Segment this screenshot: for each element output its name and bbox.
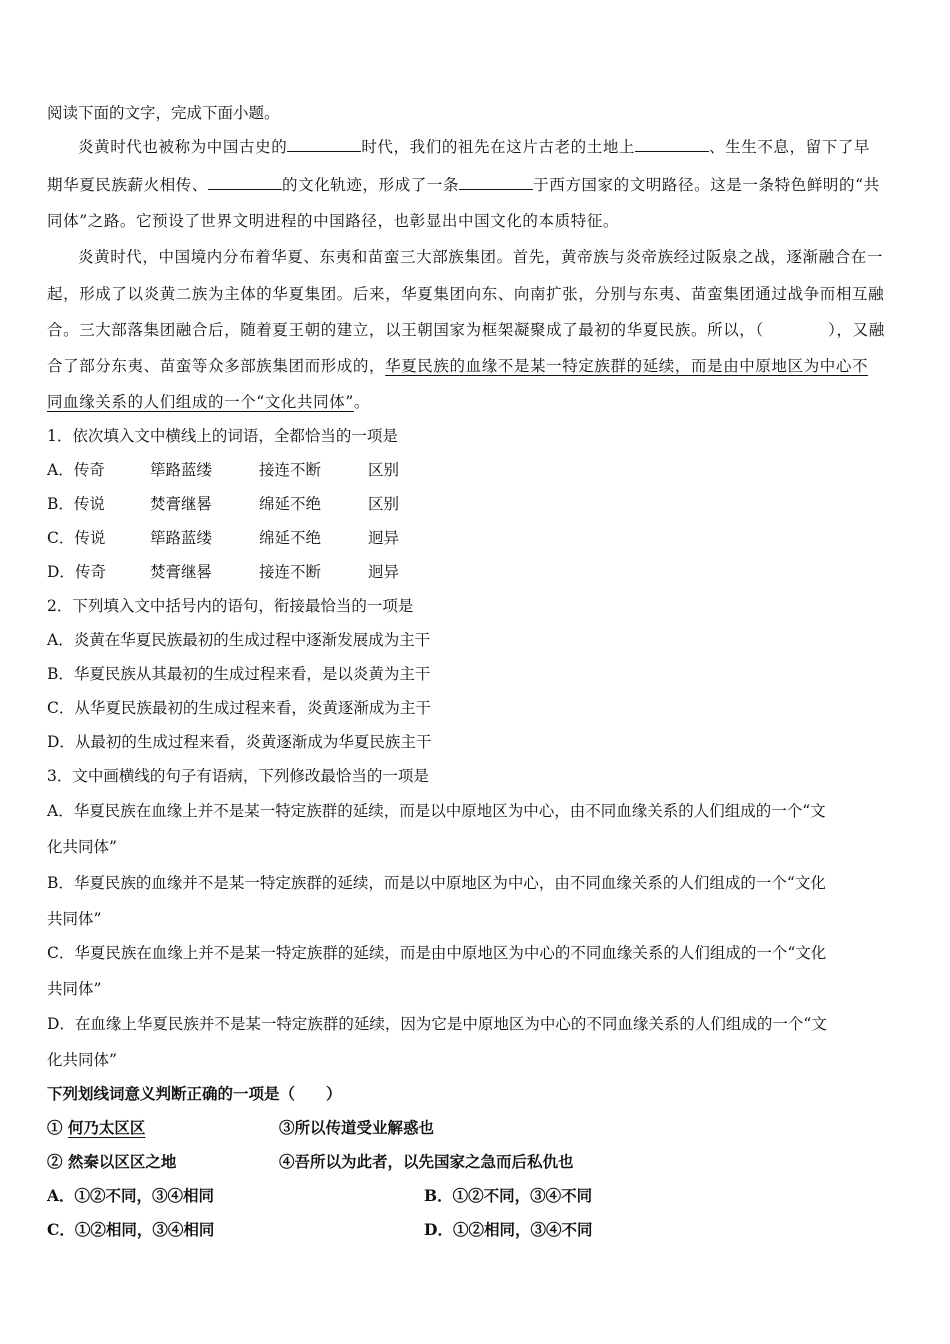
q1-option-b — [47, 493, 400, 515]
q3-option-d: D．在血缘上华夏民族并不是某一特定族群的延续，因为它是中原地区为中心的不同血缘关系的人们组成的一个“文 — [47, 1015, 827, 1033]
passage-line: 起，形成了以炎黄二族为主体的华夏集团。后来，华夏集团向东、向南扩张，分别与东夷、苗蛮集团通过战争而相互融 — [47, 285, 885, 303]
option-word: 传说 — [73, 495, 105, 513]
q3-option-b: B．华夏民族的血缘并不是某一特定族群的延续，而是以中原地区为中心，由不同血缘关系的人们组成的一个“文化 — [47, 874, 826, 892]
choice-text: ①②不同，③④不同 — [452, 1186, 593, 1205]
option-word: 传奇 — [73, 461, 105, 479]
option-letter: C． — [47, 529, 75, 547]
q1-option-a — [47, 459, 400, 481]
item-text: 然秦以区区之地 — [67, 1152, 177, 1171]
passage-line — [47, 355, 868, 377]
q2-option-b: B．华夏民族从其最初的生成过程来看，是以炎黄为主干 — [47, 665, 431, 683]
fill-blank — [635, 137, 709, 152]
item-text: 吾所以为此者，以先国家之急而后私仇也 — [294, 1152, 574, 1171]
passage-line: 合。三大部落集团融合后，随着夏王朝的建立，以王朝国家为框架凝聚成了最初的华夏民族。所以，（ ），又融 — [47, 321, 885, 339]
passage-text: 、生生不息，留下了早 — [709, 138, 871, 156]
option-word: 接连不断 — [259, 563, 322, 581]
option-word: 焚膏继晷 — [150, 495, 213, 513]
q2-option-c: C．从华夏民族最初的生成过程来看，炎黄逐渐成为主干 — [47, 699, 431, 717]
q3-option-c: C．华夏民族在血缘上并不是某一特定族群的延续，而是由中原地区为中心的不同血缘关系的人们组成的一个“文化 — [47, 944, 827, 962]
fill-blank — [459, 175, 533, 190]
choice-letter: D． — [424, 1220, 453, 1239]
q3-option-d-cont: 化共同体” — [47, 1051, 117, 1069]
option-letter: A． — [47, 461, 74, 479]
passage-text: 于西方国家的文明路径。这是一条特色鲜明的“共 — [533, 176, 880, 194]
option-word: 传奇 — [74, 563, 106, 581]
item-group — [279, 1151, 574, 1173]
choice-text: ①②相同，③④不同 — [452, 1220, 593, 1239]
q3-option-c-cont: 共同体” — [47, 980, 102, 998]
instruction-text: 阅读下面的文字，完成下面小题。 — [47, 104, 280, 122]
question-1-stem: 1．依次填入文中横线上的词语，全都恰当的一项是 — [47, 427, 398, 445]
passage-line — [47, 174, 880, 196]
passage-text: 。 — [353, 393, 370, 411]
question-4-stem: 下列划线词意义判断正确的一项是（ ） — [47, 1084, 342, 1103]
q3-option-b-cont: 共同体” — [47, 910, 102, 928]
option-letter: B． — [47, 495, 74, 513]
item-number: ④ — [279, 1152, 295, 1171]
choice-text: ①②相同，③④相同 — [74, 1220, 215, 1239]
choice-letter: B． — [424, 1186, 453, 1205]
q2-option-d: D．从最初的生成过程来看，炎黄逐渐成为华夏民族主干 — [47, 733, 432, 751]
q2-option-a: A．炎黄在华夏民族最初的生成过程中逐渐发展成为主干 — [47, 631, 431, 649]
passage-line — [78, 136, 870, 158]
fill-blank — [208, 175, 282, 190]
q4-items-row-1 — [47, 1117, 435, 1139]
choice-group — [424, 1219, 592, 1241]
option-word: 筚路蓝缕 — [150, 461, 213, 479]
choice-letter: C． — [47, 1220, 75, 1239]
passage-line: 同体”之路。它预设了世界文明进程的中国路径，也彰显出中国文化的本质特征。 — [47, 212, 620, 230]
passage-line: 炎黄时代，中国境内分布着华夏、东夷和苗蛮三大部族集团。首先，黄帝族与炎帝族经过阪泉之战，逐渐融合在一 — [78, 248, 884, 266]
option-word: 迥异 — [368, 529, 400, 547]
item-number: ③ — [279, 1118, 295, 1137]
question-2-stem: 2．下列填入文中括号内的语句，衔接最恰当的一项是 — [47, 597, 414, 615]
option-word: 筚路蓝缕 — [150, 529, 213, 547]
option-letter: D． — [47, 563, 75, 581]
passage-text: 炎黄时代也被称为中国古史的 — [78, 138, 288, 156]
option-word: 接连不断 — [259, 461, 322, 479]
passage-text: 的文化轨迹，形成了一条 — [282, 176, 460, 194]
passage-text: 合了部分东夷、苗蛮等众多部族集团而形成的， — [47, 357, 386, 375]
q3-option-a: A．华夏民族在血缘上并不是某一特定族群的延续，而是以中原地区为中心，由不同血缘关系的人们组成的一个“文 — [47, 802, 826, 820]
q1-option-c — [47, 527, 400, 549]
item-number: ① — [47, 1118, 68, 1137]
option-word: 绵延不绝 — [259, 529, 322, 547]
choice-text: ①②不同，③④相同 — [74, 1186, 215, 1205]
q4-choices-row-1 — [47, 1185, 593, 1207]
passage-text: 期华夏民族薪火相传、 — [47, 176, 209, 194]
option-word: 区别 — [368, 461, 400, 479]
option-word: 焚膏继晷 — [150, 563, 213, 581]
underlined-sentence: 同血缘关系的人们组成的一个“文化共同体” — [47, 393, 354, 411]
question-3-stem: 3．文中画横线的句子有语病，下列修改最恰当的一项是 — [47, 767, 429, 785]
choice-group — [424, 1185, 592, 1207]
fill-blank — [287, 137, 361, 152]
option-word: 区别 — [368, 495, 400, 513]
option-word: 绵延不绝 — [259, 495, 322, 513]
item-group — [279, 1117, 434, 1139]
item-text: 何乃太区区 — [67, 1118, 146, 1137]
option-word: 迥异 — [368, 563, 400, 581]
passage-line — [47, 391, 370, 413]
q4-items-row-2 — [47, 1151, 574, 1173]
passage-text: 时代，我们的祖先在这片古老的土地上 — [361, 138, 636, 156]
underlined-sentence: 华夏民族的血缘不是某一特定族群的延续，而是由中原地区为中心不 — [385, 357, 869, 375]
q4-choices-row-2 — [47, 1219, 593, 1241]
q3-option-a-cont: 化共同体” — [47, 838, 117, 856]
option-word: 传说 — [74, 529, 106, 547]
q1-option-d — [47, 561, 400, 583]
item-text: 所以传道受业解惑也 — [294, 1118, 435, 1137]
choice-letter: A． — [47, 1186, 75, 1205]
item-number: ② — [47, 1152, 68, 1171]
